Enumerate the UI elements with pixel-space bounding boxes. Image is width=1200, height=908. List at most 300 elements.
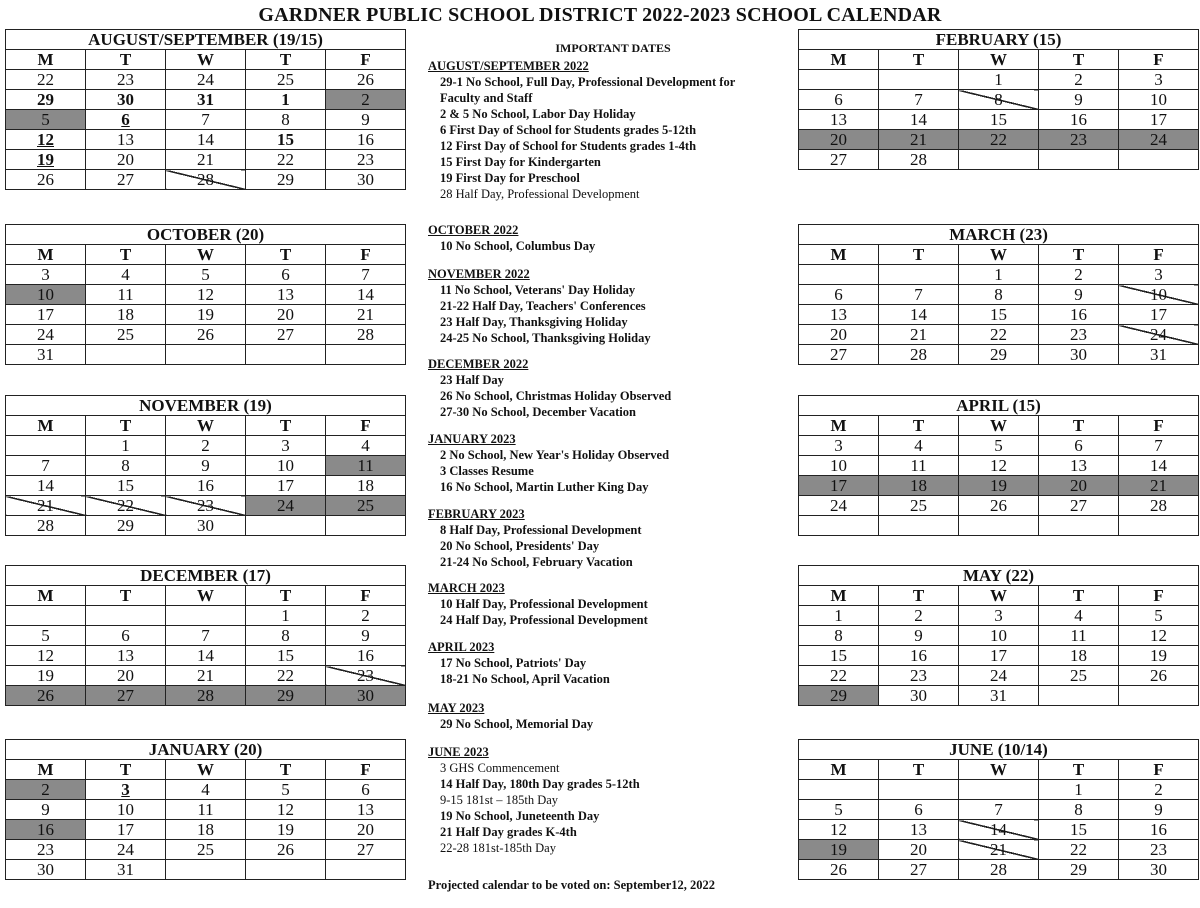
calendar-dec xyxy=(5,565,406,706)
day-cell: 6 xyxy=(86,110,166,130)
day-cell: 31 xyxy=(1119,345,1199,365)
day-cell: 22 xyxy=(959,130,1039,150)
day-cell: 9 xyxy=(1039,285,1119,305)
week-row xyxy=(799,496,1199,516)
day-cell xyxy=(86,345,166,365)
important-date-line: 3 Classes Resume xyxy=(440,464,534,478)
day-cell: 13 xyxy=(799,110,879,130)
weekday-header: F xyxy=(326,760,406,780)
day-cell: 24 xyxy=(799,496,879,516)
day-cell: 28 xyxy=(1119,496,1199,516)
weekday-header: F xyxy=(326,245,406,265)
important-date-line: 28 Half Day, Professional Development xyxy=(440,187,640,201)
day-cell xyxy=(799,516,879,536)
day-cell: 7 xyxy=(166,626,246,646)
section-heading: OCTOBER 2022 xyxy=(428,223,519,237)
day-cell: 16 xyxy=(326,130,406,150)
day-cell: 5 xyxy=(246,780,326,800)
month-header: MARCH (23) xyxy=(799,225,1199,245)
weekday-header: W xyxy=(959,586,1039,606)
week-row xyxy=(6,860,406,880)
day-cell xyxy=(166,606,246,626)
day-cell: 21 xyxy=(166,150,246,170)
day-cell: 11 xyxy=(1039,626,1119,646)
day-cell: 12 xyxy=(166,285,246,305)
important-date-line: 29-1 No School, Full Day, Professional Development for xyxy=(440,75,736,89)
calendar-nov xyxy=(5,395,406,536)
month-header: JUNE (10/14) xyxy=(799,740,1199,760)
important-date-line: 20 No School, Presidents' Day xyxy=(440,539,600,553)
important-section xyxy=(428,356,671,420)
important-date-line: 15 First Day for Kindergarten xyxy=(440,155,601,169)
day-cell xyxy=(1039,150,1119,170)
week-row xyxy=(6,646,406,666)
day-cell: 20 xyxy=(799,325,879,345)
week-row xyxy=(799,70,1199,90)
day-cell: 2 xyxy=(1039,70,1119,90)
day-cell: 9 xyxy=(1039,90,1119,110)
weekday-header: T xyxy=(86,586,166,606)
day-cell: 30 xyxy=(166,516,246,536)
day-cell xyxy=(326,516,406,536)
weekday-header: T xyxy=(86,245,166,265)
weekday-header: F xyxy=(1119,245,1199,265)
day-cell: 5 xyxy=(6,110,86,130)
day-cell: 5 xyxy=(1119,606,1199,626)
week-row xyxy=(799,90,1199,110)
day-cell: 5 xyxy=(6,626,86,646)
week-row xyxy=(799,820,1199,840)
day-cell: 25 xyxy=(326,496,406,516)
day-cell xyxy=(6,436,86,456)
week-row xyxy=(6,150,406,170)
calendar-oct xyxy=(5,224,406,365)
weekday-header: F xyxy=(326,50,406,70)
important-date-line: 22-28 181st-185th Day xyxy=(440,841,556,855)
day-cell: 12 xyxy=(1119,626,1199,646)
week-row xyxy=(6,626,406,646)
day-cell: 2 xyxy=(6,780,86,800)
day-cell: 5 xyxy=(799,800,879,820)
day-cell: 9 xyxy=(6,800,86,820)
day-cell: 14 xyxy=(326,285,406,305)
day-cell: 1 xyxy=(86,436,166,456)
weekday-header: F xyxy=(1119,50,1199,70)
day-cell: 21 xyxy=(959,840,1039,860)
week-row xyxy=(799,456,1199,476)
day-cell: 3 xyxy=(6,265,86,285)
day-cell: 4 xyxy=(1039,606,1119,626)
section-heading: MARCH 2023 xyxy=(428,581,505,595)
week-row xyxy=(799,265,1199,285)
day-cell: 21 xyxy=(6,496,86,516)
day-cell: 3 xyxy=(1119,265,1199,285)
important-section xyxy=(428,580,648,628)
week-row xyxy=(6,820,406,840)
week-row xyxy=(6,305,406,325)
day-cell: 27 xyxy=(326,840,406,860)
weekday-header: T xyxy=(1039,245,1119,265)
day-cell: 11 xyxy=(166,800,246,820)
day-cell: 26 xyxy=(6,686,86,706)
day-cell: 6 xyxy=(326,780,406,800)
day-cell: 7 xyxy=(959,800,1039,820)
day-cell: 28 xyxy=(879,345,959,365)
important-date-line: 18-21 No School, April Vacation xyxy=(440,672,610,686)
day-cell: 9 xyxy=(166,456,246,476)
week-row xyxy=(799,305,1199,325)
day-cell: 30 xyxy=(1039,345,1119,365)
weekday-header: M xyxy=(799,416,879,436)
day-cell: 3 xyxy=(86,780,166,800)
important-date-line: 29 No School, Memorial Day xyxy=(440,717,594,731)
day-cell: 22 xyxy=(246,666,326,686)
day-cell: 12 xyxy=(6,646,86,666)
day-cell: 24 xyxy=(86,840,166,860)
day-cell: 15 xyxy=(959,305,1039,325)
week-row xyxy=(799,626,1199,646)
day-cell: 17 xyxy=(86,820,166,840)
day-cell: 16 xyxy=(6,820,86,840)
day-cell: 13 xyxy=(1039,456,1119,476)
day-cell: 16 xyxy=(1119,820,1199,840)
day-cell xyxy=(799,70,879,90)
calendar-apr xyxy=(798,395,1199,536)
day-cell: 6 xyxy=(879,800,959,820)
day-cell: 10 xyxy=(246,456,326,476)
section-heading: JUNE 2023 xyxy=(428,745,489,759)
weekday-header: M xyxy=(799,245,879,265)
day-cell: 22 xyxy=(1039,840,1119,860)
calendar-jan xyxy=(5,739,406,880)
day-cell: 25 xyxy=(166,840,246,860)
day-cell: 17 xyxy=(1119,110,1199,130)
day-cell: 28 xyxy=(166,686,246,706)
weekday-header: T xyxy=(1039,416,1119,436)
day-cell: 8 xyxy=(246,626,326,646)
weekday-header: M xyxy=(6,245,86,265)
week-row xyxy=(6,325,406,345)
day-cell: 23 xyxy=(1119,840,1199,860)
calendar-mar xyxy=(798,224,1199,365)
day-cell: 30 xyxy=(6,860,86,880)
day-cell: 16 xyxy=(326,646,406,666)
day-cell xyxy=(326,860,406,880)
day-cell xyxy=(246,860,326,880)
weekday-header: T xyxy=(879,586,959,606)
day-cell xyxy=(1119,516,1199,536)
weekday-header: W xyxy=(166,586,246,606)
section-heading: NOVEMBER 2022 xyxy=(428,267,530,281)
day-cell: 24 xyxy=(1119,130,1199,150)
important-section xyxy=(428,700,593,732)
day-cell: 29 xyxy=(246,170,326,190)
calendar-footer-note: Projected calendar to be voted on: September12, 2022 xyxy=(428,878,715,892)
day-cell: 25 xyxy=(1039,666,1119,686)
section-heading: AUGUST/SEPTEMBER 2022 xyxy=(428,59,589,73)
day-cell: 9 xyxy=(1119,800,1199,820)
day-cell: 27 xyxy=(86,170,166,190)
important-date-line: 19 No School, Juneteenth Day xyxy=(440,809,600,823)
day-cell: 12 xyxy=(246,800,326,820)
month-header: JANUARY (20) xyxy=(6,740,406,760)
day-cell: 23 xyxy=(166,496,246,516)
calendar-may xyxy=(798,565,1199,706)
day-cell xyxy=(246,516,326,536)
day-cell: 21 xyxy=(166,666,246,686)
week-row xyxy=(799,646,1199,666)
day-cell xyxy=(166,860,246,880)
day-cell: 22 xyxy=(6,70,86,90)
day-cell: 4 xyxy=(326,436,406,456)
day-cell: 28 xyxy=(326,325,406,345)
weekday-header: M xyxy=(799,586,879,606)
day-cell: 27 xyxy=(246,325,326,345)
day-cell: 6 xyxy=(799,285,879,305)
week-row xyxy=(799,325,1199,345)
week-row xyxy=(6,456,406,476)
day-cell: 26 xyxy=(959,496,1039,516)
week-row xyxy=(6,496,406,516)
day-cell: 11 xyxy=(879,456,959,476)
day-cell: 12 xyxy=(799,820,879,840)
day-cell: 7 xyxy=(879,90,959,110)
day-cell: 24 xyxy=(959,666,1039,686)
day-cell: 22 xyxy=(246,150,326,170)
weekday-header: T xyxy=(246,416,326,436)
day-cell: 3 xyxy=(246,436,326,456)
week-row xyxy=(799,436,1199,456)
week-row xyxy=(6,170,406,190)
important-date-line: 2 & 5 No School, Labor Day Holiday xyxy=(440,107,636,121)
weekday-header: T xyxy=(246,50,326,70)
day-cell: 28 xyxy=(879,150,959,170)
day-cell: 14 xyxy=(1119,456,1199,476)
day-cell: 10 xyxy=(1119,285,1199,305)
week-row xyxy=(6,476,406,496)
weekday-header: T xyxy=(246,586,326,606)
weekday-header: W xyxy=(166,760,246,780)
important-date-line: 8 Half Day, Professional Development xyxy=(440,523,642,537)
day-cell: 4 xyxy=(166,780,246,800)
day-cell: 20 xyxy=(879,840,959,860)
day-cell: 27 xyxy=(799,345,879,365)
day-cell: 19 xyxy=(6,666,86,686)
day-cell: 7 xyxy=(326,265,406,285)
day-cell: 23 xyxy=(1039,325,1119,345)
day-cell: 16 xyxy=(1039,305,1119,325)
week-row xyxy=(6,130,406,150)
week-row xyxy=(6,780,406,800)
day-cell: 23 xyxy=(326,150,406,170)
week-row xyxy=(799,860,1199,880)
section-heading: DECEMBER 2022 xyxy=(428,357,529,371)
day-cell: 2 xyxy=(166,436,246,456)
day-cell: 29 xyxy=(799,686,879,706)
day-cell xyxy=(1039,686,1119,706)
week-row xyxy=(799,345,1199,365)
day-cell: 31 xyxy=(166,90,246,110)
day-cell xyxy=(879,70,959,90)
day-cell: 18 xyxy=(879,476,959,496)
important-date-line: 12 First Day of School for Students grades 1-4th xyxy=(440,139,697,153)
day-cell xyxy=(879,265,959,285)
day-cell: 1 xyxy=(799,606,879,626)
day-cell: 26 xyxy=(326,70,406,90)
day-cell: 11 xyxy=(326,456,406,476)
section-heading: APRIL 2023 xyxy=(428,640,495,654)
day-cell: 1 xyxy=(959,70,1039,90)
day-cell: 30 xyxy=(86,90,166,110)
day-cell: 26 xyxy=(246,840,326,860)
day-cell: 20 xyxy=(1039,476,1119,496)
day-cell: 17 xyxy=(1119,305,1199,325)
day-cell xyxy=(1119,150,1199,170)
day-cell: 4 xyxy=(879,436,959,456)
day-cell: 16 xyxy=(879,646,959,666)
day-cell: 24 xyxy=(1119,325,1199,345)
day-cell: 19 xyxy=(799,840,879,860)
week-row xyxy=(799,516,1199,536)
day-cell: 7 xyxy=(6,456,86,476)
section-heading: FEBRUARY 2023 xyxy=(428,507,525,521)
day-cell: 31 xyxy=(959,686,1039,706)
weekday-header: M xyxy=(6,586,86,606)
day-cell: 7 xyxy=(879,285,959,305)
day-cell xyxy=(799,780,879,800)
day-cell: 14 xyxy=(6,476,86,496)
important-section xyxy=(428,58,735,202)
day-cell: 30 xyxy=(879,686,959,706)
day-cell: 8 xyxy=(959,90,1039,110)
month-header: NOVEMBER (19) xyxy=(6,396,406,416)
day-cell: 29 xyxy=(6,90,86,110)
day-cell: 20 xyxy=(799,130,879,150)
day-cell xyxy=(86,606,166,626)
day-cell: 8 xyxy=(246,110,326,130)
day-cell: 5 xyxy=(166,265,246,285)
day-cell xyxy=(6,606,86,626)
important-date-line: 21-22 Half Day, Teachers' Conferences xyxy=(440,299,646,313)
day-cell xyxy=(1119,686,1199,706)
weekday-header: W xyxy=(166,245,246,265)
day-cell: 26 xyxy=(799,860,879,880)
day-cell: 23 xyxy=(1039,130,1119,150)
day-cell: 10 xyxy=(1119,90,1199,110)
week-row xyxy=(6,285,406,305)
day-cell xyxy=(959,780,1039,800)
day-cell: 21 xyxy=(879,325,959,345)
day-cell: 19 xyxy=(6,150,86,170)
day-cell: 27 xyxy=(879,860,959,880)
weekday-header: F xyxy=(1119,586,1199,606)
important-section xyxy=(428,506,642,570)
day-cell xyxy=(799,265,879,285)
day-cell: 20 xyxy=(246,305,326,325)
day-cell xyxy=(246,345,326,365)
day-cell xyxy=(326,345,406,365)
day-cell: 10 xyxy=(86,800,166,820)
day-cell: 13 xyxy=(879,820,959,840)
important-section xyxy=(428,431,669,495)
weekday-header: M xyxy=(799,50,879,70)
week-row xyxy=(6,436,406,456)
important-date-line: 9-15 181st – 185th Day xyxy=(440,793,559,807)
day-cell: 15 xyxy=(246,646,326,666)
month-header: APRIL (15) xyxy=(799,396,1199,416)
weekday-header: T xyxy=(86,760,166,780)
day-cell: 26 xyxy=(166,325,246,345)
day-cell: 9 xyxy=(326,626,406,646)
day-cell: 18 xyxy=(1039,646,1119,666)
week-row xyxy=(6,840,406,860)
important-date-line: 27-30 No School, December Vacation xyxy=(440,405,636,419)
important-date-line: 26 No School, Christmas Holiday Observed xyxy=(440,389,672,403)
month-header: OCTOBER (20) xyxy=(6,225,406,245)
week-row xyxy=(799,606,1199,626)
weekday-header: T xyxy=(86,50,166,70)
day-cell: 1 xyxy=(246,606,326,626)
day-cell: 27 xyxy=(86,686,166,706)
weekday-header: F xyxy=(326,586,406,606)
day-cell: 6 xyxy=(1039,436,1119,456)
day-cell: 19 xyxy=(166,305,246,325)
day-cell: 15 xyxy=(246,130,326,150)
day-cell: 2 xyxy=(879,606,959,626)
day-cell: 1 xyxy=(246,90,326,110)
important-date-line: 19 First Day for Preschool xyxy=(440,171,580,185)
day-cell: 16 xyxy=(166,476,246,496)
week-row xyxy=(799,110,1199,130)
day-cell: 22 xyxy=(959,325,1039,345)
weekday-header: T xyxy=(246,760,326,780)
day-cell: 29 xyxy=(86,516,166,536)
weekday-header: W xyxy=(959,760,1039,780)
important-section xyxy=(428,744,640,856)
important-date-line: 23 Half Day xyxy=(440,373,504,387)
day-cell: 16 xyxy=(1039,110,1119,130)
day-cell: 14 xyxy=(959,820,1039,840)
day-cell: 13 xyxy=(246,285,326,305)
weekday-header: T xyxy=(246,245,326,265)
week-row xyxy=(799,476,1199,496)
day-cell: 3 xyxy=(1119,70,1199,90)
day-cell: 25 xyxy=(879,496,959,516)
day-cell: 14 xyxy=(879,110,959,130)
week-row xyxy=(799,780,1199,800)
important-date-line: 10 Half Day, Professional Development xyxy=(440,597,648,611)
weekday-header: W xyxy=(959,416,1039,436)
section-heading: JANUARY 2023 xyxy=(428,432,516,446)
day-cell xyxy=(879,780,959,800)
day-cell: 14 xyxy=(879,305,959,325)
day-cell: 15 xyxy=(959,110,1039,130)
day-cell: 2 xyxy=(1039,265,1119,285)
day-cell: 14 xyxy=(166,130,246,150)
important-dates-heading: IMPORTANT DATES xyxy=(555,41,671,55)
day-cell: 10 xyxy=(959,626,1039,646)
day-cell: 25 xyxy=(246,70,326,90)
important-date-line: 24-25 No School, Thanksgiving Holiday xyxy=(440,331,651,345)
day-cell: 18 xyxy=(166,820,246,840)
weekday-header: T xyxy=(86,416,166,436)
day-cell: 2 xyxy=(326,90,406,110)
week-row xyxy=(799,150,1199,170)
day-cell: 21 xyxy=(879,130,959,150)
weekday-header: T xyxy=(1039,586,1119,606)
day-cell: 13 xyxy=(86,646,166,666)
day-cell: 8 xyxy=(1039,800,1119,820)
